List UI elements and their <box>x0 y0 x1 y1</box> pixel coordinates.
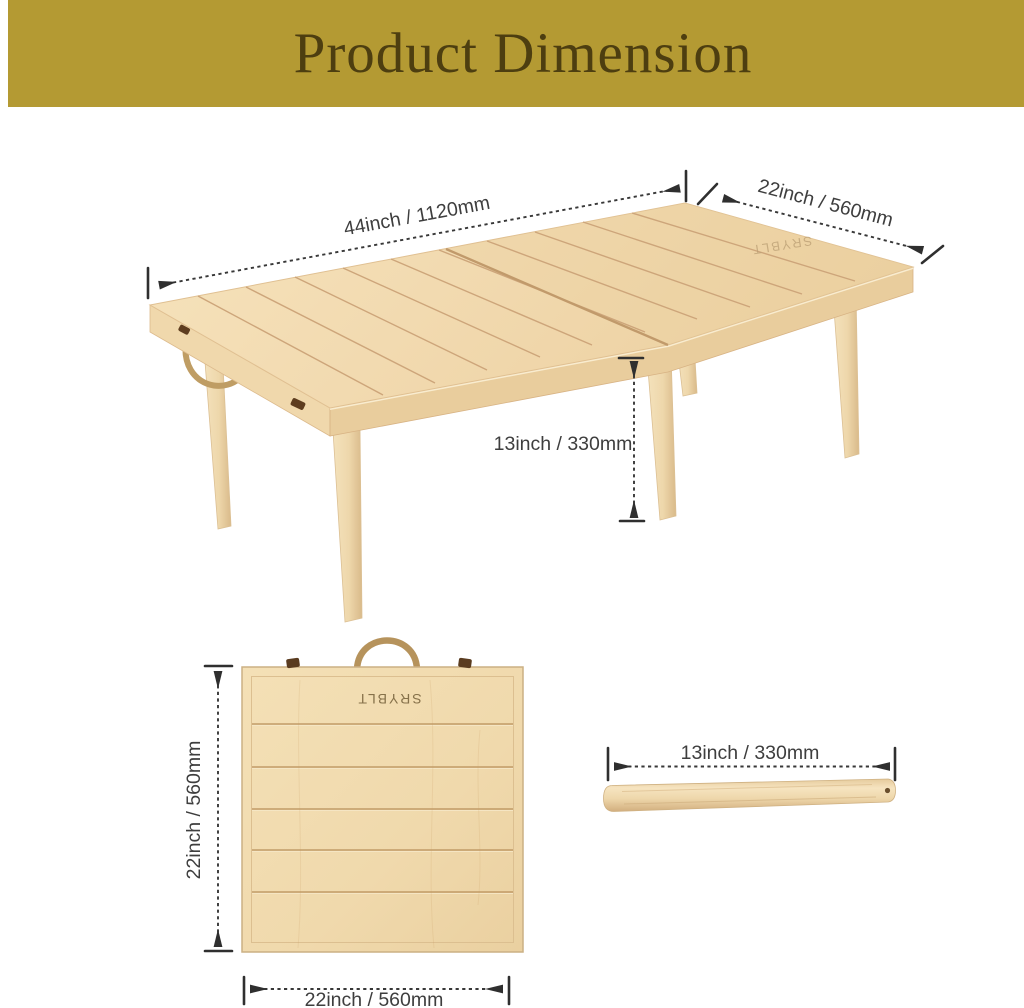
folded-height-dimension <box>183 666 232 951</box>
folded-width-label: 22inch / 560mm <box>304 989 444 1008</box>
folded-width-dimension <box>244 977 509 1008</box>
table-leg-image <box>604 779 896 812</box>
leg-length-dimension <box>608 742 895 780</box>
leg-shape <box>604 779 896 812</box>
folded-height-label: 22inch / 560mm <box>183 740 205 880</box>
folded-rope-handle <box>357 641 417 670</box>
tabletop-brand-text: SRYBLT <box>750 233 814 258</box>
table-height-label: 13inch / 330mm <box>493 433 633 455</box>
folded-brand-text: SRYBLT <box>356 691 422 707</box>
leg-screw-hole <box>885 788 890 793</box>
table-length-label: 44inch / 1120mm <box>342 191 492 241</box>
page-title: Product Dimension <box>293 22 753 85</box>
table-width-label: 22inch / 560mm <box>755 174 896 232</box>
leg-length-label: 13inch / 330mm <box>680 742 820 764</box>
folded-table-image <box>242 641 523 953</box>
